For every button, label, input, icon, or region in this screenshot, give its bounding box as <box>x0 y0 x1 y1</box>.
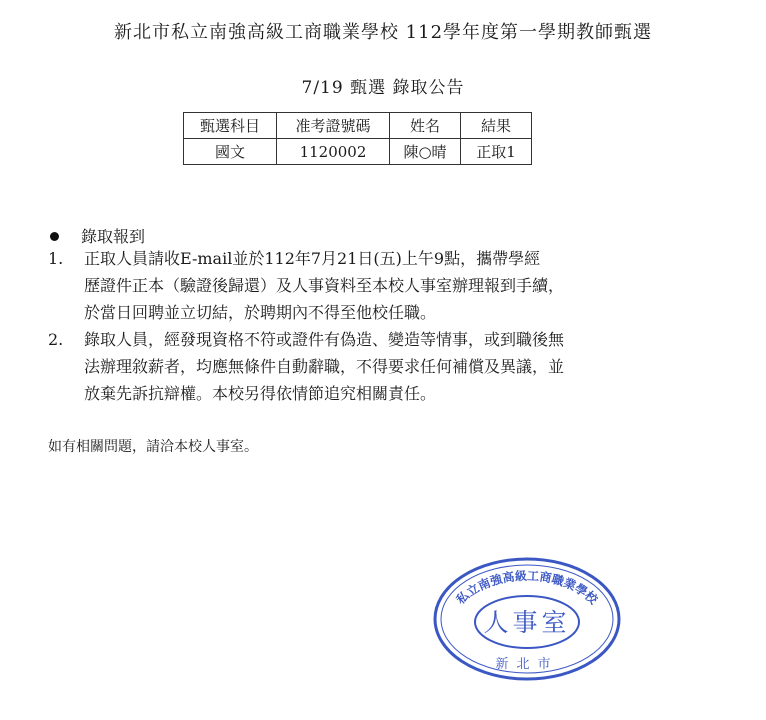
item-text <box>84 326 684 407</box>
header-subject: 甄選科目 <box>184 113 277 139</box>
section-heading-text: 錄取報到 <box>81 227 146 246</box>
contact-note: 如有相關問題，請洽本校人事室。 <box>48 439 258 455</box>
section-heading <box>50 224 145 247</box>
stamp-bottom-text: 新北市 <box>495 657 559 672</box>
announcement-subtitle: 7/19 甄選 錄取公告 <box>301 78 465 98</box>
svg-text:私立南強高級工商職業學校 <box>453 568 602 608</box>
item-number: 2. <box>48 330 64 349</box>
results-table <box>183 112 532 165</box>
cell-subject: 國文 <box>184 139 277 165</box>
table-row <box>184 139 532 165</box>
header-exam-number: 准考證號碼 <box>277 113 390 139</box>
bullet-icon <box>50 232 59 241</box>
cell-exam-number: 1120002 <box>277 139 390 165</box>
stamp-arc-text: 私立南強高級工商職業學校 <box>453 568 601 607</box>
item-line: 歷證件正本（驗證後歸還）及人事資料至本校人事室辦理報到手續， <box>84 276 565 295</box>
item-line: 於當日回聘並立切結，於聘期內不得至他校任職。 <box>84 303 437 322</box>
cell-name: 陳○晴 <box>390 139 461 165</box>
item-number: 1. <box>48 249 64 268</box>
item-line: 法辦理敘薪者，均應無條件自動辭職，不得要求任何補償及異議，並 <box>84 357 565 376</box>
header-result: 結果 <box>461 113 532 139</box>
item-line: 放棄先訴抗辯權。本校另得依情節追究相關責任。 <box>84 384 437 403</box>
item-line: 正取人員請收E-mail並於112年7月21日(五)上午9點，攜帶學經 <box>84 249 541 268</box>
cell-result: 正取1 <box>461 139 532 165</box>
personnel-office-stamp <box>432 556 622 682</box>
stamp-center-text: 人事室 <box>483 608 571 637</box>
page-title: 新北市私立南強高級工商職業學校 112學年度第一學期教師甄選 <box>113 22 653 43</box>
table-header-row <box>184 113 532 139</box>
header-name: 姓名 <box>390 113 461 139</box>
item-line: 錄取人員，經發現資格不符或證件有偽造、變造等情事，或到職後無 <box>84 330 565 349</box>
item-text <box>84 245 684 326</box>
